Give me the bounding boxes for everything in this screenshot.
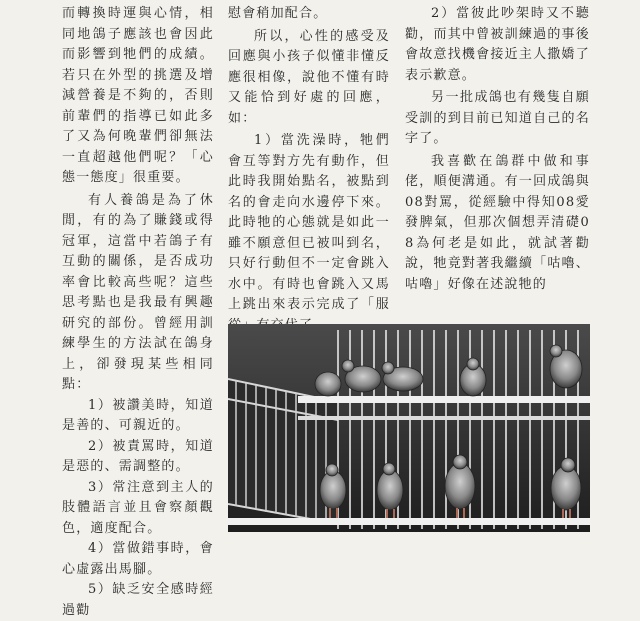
paragraph: 另一批成鴿也有幾隻自願受訓的到目前已知道自己的名字了。 bbox=[405, 90, 590, 146]
list-item: 5）缺乏安全感時經過勸 bbox=[62, 582, 214, 618]
list-item: 3）常注意到主人的肢體語言並且會察顏觀色，適度配合。 bbox=[62, 479, 214, 536]
list-item: 1）被讚美時，知道是善的、可親近的。 bbox=[62, 397, 214, 433]
paragraph: 所以，心性的感受及回應與小孩子似懂非懂反應很相像，說他不懂有時又能恰到好處的回應，如： bbox=[228, 28, 390, 126]
column-left bbox=[62, 4, 214, 621]
list-item: 2）當彼此吵架時又不聽勸，而其中曾被訓練過的事後會故意找機會接近主人撒嬌了表示歉意。 bbox=[405, 6, 590, 83]
paragraph: 慰會稍加配合。 bbox=[228, 6, 328, 21]
column-middle bbox=[228, 4, 390, 336]
list-item: 1）當洗澡時，牠們會互等對方先有動作，但此時我開始點名，被點到名的會走向水邊停下來。此時牠的心態就是如此一雖不願意但已被叫到名，只好行動但不一定會跳入水中。有時也會跳入又馬上跳出來表示完成了「服 bbox=[228, 133, 390, 312]
paragraph: 我喜歡在鴿群中做和事佬，順便溝通。有一回成鴿與08對罵，從經驗中得知08愛發脾氣，但那次個想弄清礎08為何老是如此，就試著勸說，牠竟對著我繼續「咕嚕、咕嚕」好像在述說牠的 bbox=[405, 153, 590, 292]
list-item: 2）被責罵時，知道是惡的、需調整的。 bbox=[62, 438, 214, 474]
paragraph: 有人養鴿是為了休閒，有的為了賺錢或得冠軍，這當中若鴿子有互動的關係，是否成功率會比較高些呢？這些思考點也是我最有興趣研究的部份。曾經用訓練學生的方法試在鴿身上，卻發現某些相同點： bbox=[62, 192, 214, 392]
paragraph: 而轉換時運與心情，相同地鴿子應該也會因此而影響到牠們的成績。若只在外型的挑選及增減營養是不夠的，否則前輩們的指導已如此多了又為何晚輩們卻無法一直超越他們呢？「心態一態度」很重要。 bbox=[62, 6, 214, 185]
list-item: 4）當做錯事時，會心虛露出馬腳。 bbox=[62, 541, 214, 577]
column-right bbox=[405, 4, 590, 295]
pigeon-cage-photo bbox=[228, 324, 590, 532]
